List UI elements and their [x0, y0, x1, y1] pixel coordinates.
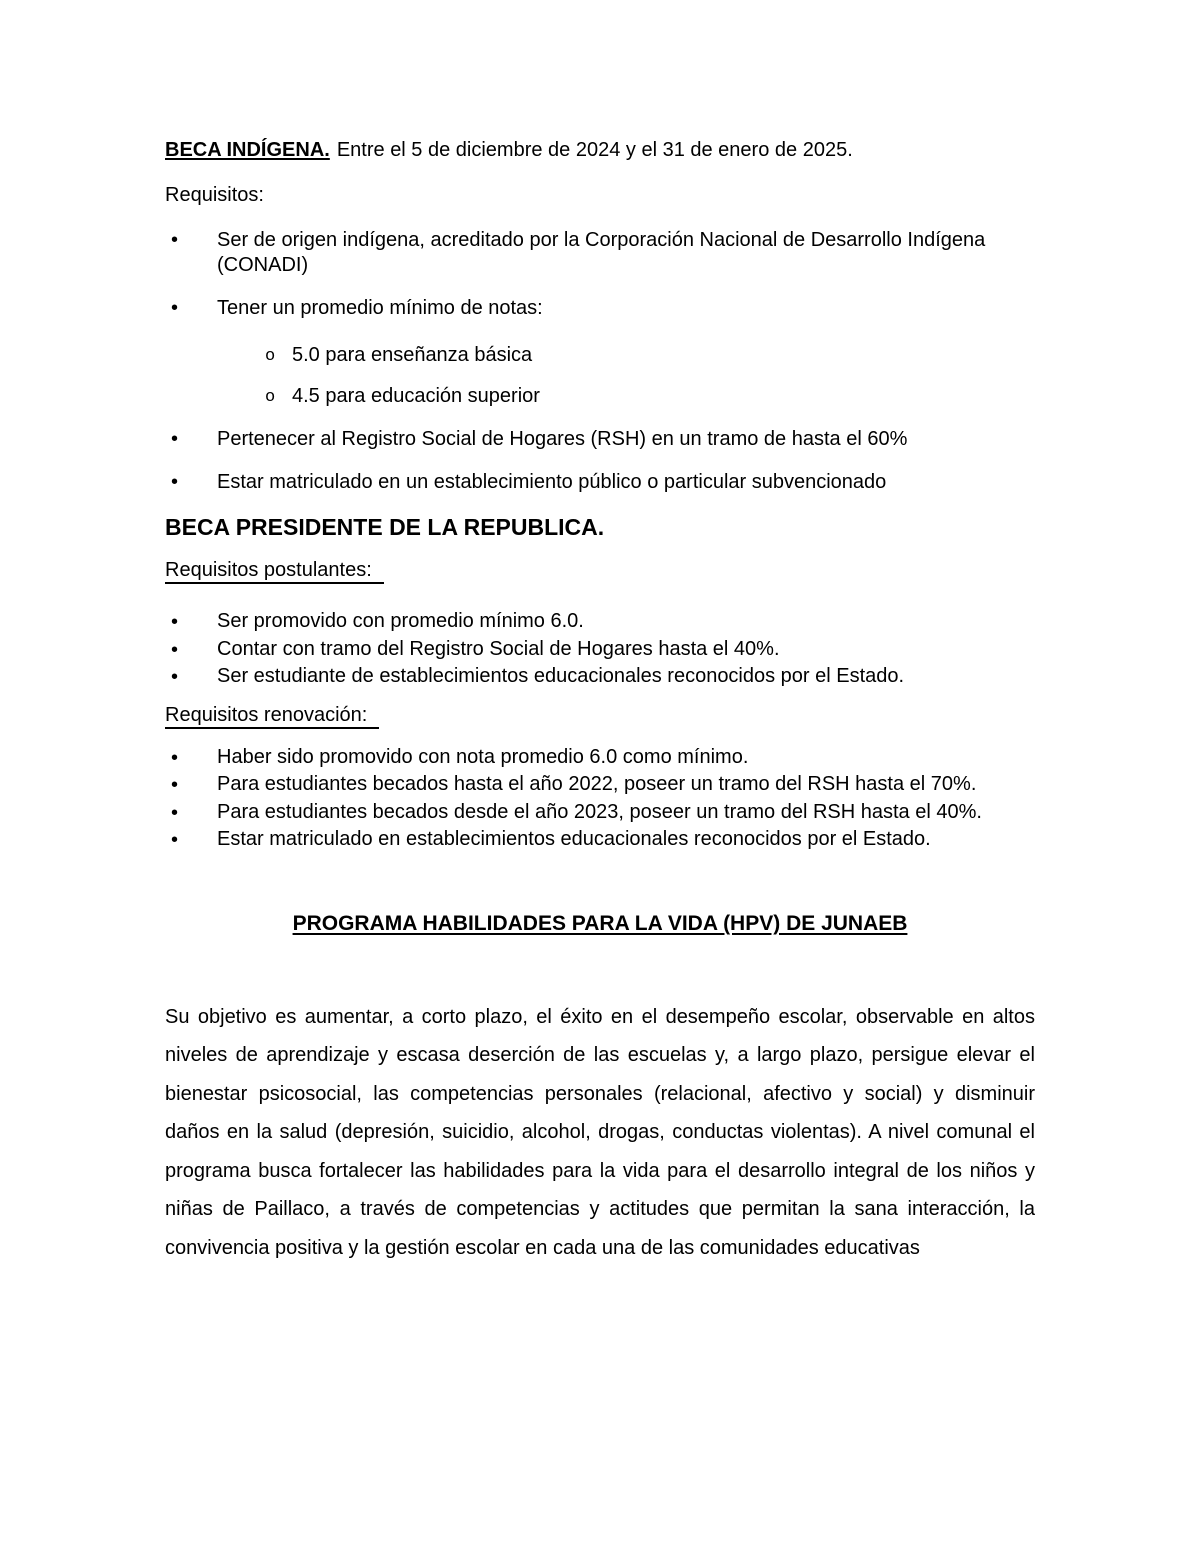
- postulantes-list: [165, 608, 1035, 691]
- list-item: • Haber sido promovido con nota promedio 6.0 como mínimo.: [165, 744, 1035, 772]
- beca-indigena-dates: Entre el 5 de diciembre de 2024 y el 31 de enero de 2025.: [336, 139, 853, 161]
- sub-list-item: o 5.0 para enseñanza básica: [217, 343, 1035, 368]
- section-beca-indigena: [165, 138, 1035, 495]
- sub-list-item: o 4.5 para educación superior: [217, 384, 1035, 409]
- list-item: • Contar con tramo del Registro Social de Hogares hasta el 40%.: [165, 636, 1035, 664]
- section-programa-hpv: [165, 910, 1035, 1268]
- list-item: • Ser estudiante de establecimientos educacionales reconocidos por el Estado.: [165, 663, 1035, 691]
- list-item: • Tener un promedio mínimo de notas: o 5.0 para enseñanza básica o 4.5 para educación superior: [165, 296, 1035, 409]
- renovacion-label-line: [165, 703, 1035, 729]
- renovacion-label: Requisitos renovación:: [165, 704, 379, 729]
- beca-indigena-title: BECA INDÍGENA.: [165, 139, 330, 161]
- beca-presidente-title: BECA PRESIDENTE DE LA REPUBLICA.: [165, 514, 605, 540]
- programa-title-line: [165, 910, 1035, 938]
- beca-indigena-requisitos-list: [165, 228, 1035, 495]
- list-item: • Ser promovido con promedio mínimo 6.0.: [165, 608, 1035, 636]
- notas-sublist: [217, 343, 1035, 409]
- postulantes-label: Requisitos postulantes:: [165, 559, 384, 584]
- programa-body-paragraph: Su objetivo es aumentar, a corto plazo, el éxito en el desempeño escolar, observable en altos niveles de aprendizaje y escasa deserción de las escuelas y, a largo plazo, persigue elevar el bienestar psicosocial, las competencias personales (relacional, afectivo y social) y disminuir daños en la salud (depresión, suicidio, alcohol, drogas, conductas violentas). A nivel comunal el programa busca fortalecer las habilidades para la vida para el desarrollo integral de los niños y niñas de Paillaco, a través de competencias y actitudes que permitan la sana interacción, la convivencia positiva y la gestión escolar en cada una de las comunidades educativas: [165, 1005, 1035, 1260]
- list-item: • Para estudiantes becados hasta el año 2022, poseer un tramo del RSH hasta el 70%.: [165, 771, 1035, 799]
- list-item: • Pertenecer al Registro Social de Hogares (RSH) en un tramo de hasta el 60%: [165, 427, 1035, 452]
- beca-indigena-heading-line: [165, 138, 1035, 163]
- renovacion-list: [165, 744, 1035, 854]
- requisitos-label: Requisitos:: [165, 184, 264, 206]
- list-item: • Ser de origen indígena, acreditado por la Corporación Nacional de Desarrollo Indígena (CONADI): [165, 228, 1035, 278]
- postulantes-label-line: [165, 558, 1035, 584]
- list-item: • Para estudiantes becados desde el año 2023, poseer un tramo del RSH hasta el 40%.: [165, 799, 1035, 827]
- list-item: • Estar matriculado en establecimientos educacionales reconocidos por el Estado.: [165, 826, 1035, 854]
- programa-title: PROGRAMA HABILIDADES PARA LA VIDA (HPV) DE JUNAEB: [292, 911, 908, 935]
- list-item: • Estar matriculado en un establecimiento público o particular subvencionado: [165, 470, 1035, 495]
- section-beca-presidente: [165, 513, 1035, 854]
